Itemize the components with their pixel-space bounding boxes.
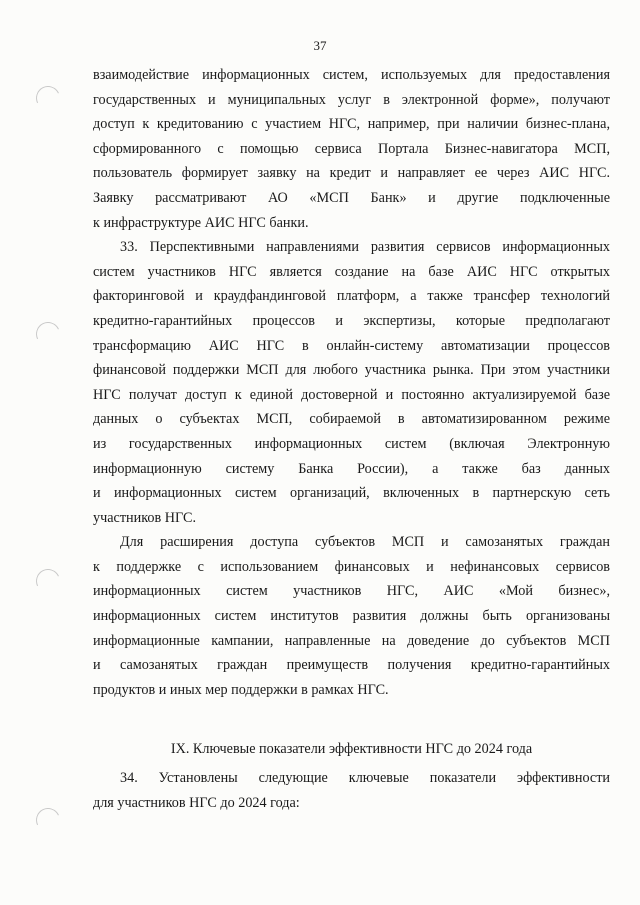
text-line: сформированного с помощью сервиса Портала Бизнес-навигатора МСП, (93, 140, 610, 157)
text-line: доступ к кредитованию с участием НГС, например, при наличии бизнес-плана, (93, 116, 610, 133)
text-line: НГС получат доступ к единой достоверной и постоянно актуализируемой базе (93, 386, 610, 403)
page-number: 37 (313, 38, 327, 53)
text-line: трансформацию АИС НГС в онлайн-систему автоматизации процессов (93, 337, 610, 354)
text-line: информационную систему Банка России), а также баз данных (93, 460, 610, 477)
text-line: 33. Перспективными направлениями развития сервисов информационных (120, 239, 610, 256)
text-line: к инфраструктуре АИС НГС банки. (93, 214, 309, 231)
text-line: Для расширения доступа субъектов МСП и самозанятых граждан (120, 534, 610, 551)
document-body (93, 63, 610, 815)
text-line: для участников НГС до 2024 года: (93, 794, 300, 811)
punch-hole-1 (33, 83, 64, 114)
text-line: взаимодействие информационных систем, используемых для предоставления (93, 67, 610, 83)
text-line: Заявку рассматривают АО «МСП Банк» и другие подключенные (93, 189, 610, 206)
text-line: пользователь формирует заявку на кредит и направляет ее через АИС НГС. (93, 165, 610, 182)
section-heading: IX. Ключевые показатели эффективности НГС до 2024 года (170, 741, 533, 758)
text-line: и информационных систем организаций, включенных в партнерскую сеть (93, 485, 610, 502)
text-line: продуктов и иных мер поддержки в рамках НГС. (93, 681, 389, 698)
paragraph-34 (93, 766, 610, 815)
text-line: кредитно-гарантийных процессов и экспертизы, которые предполагают (93, 312, 610, 329)
text-line: финансовой поддержки МСП для любого участника рынка. При этом участники (93, 362, 610, 379)
punch-hole-4 (33, 805, 64, 836)
text-line: участников НГС. (93, 509, 196, 526)
text-line: факторинговой и краудфандинговой платформ, а также трансфер технологий (93, 288, 610, 305)
text-line: данных о субъектах МСП, собираемой в автоматизированном режиме (93, 411, 610, 428)
text-line: систем участников НГС является создание на базе АИС НГС открытых (93, 263, 610, 280)
paragraph-1 (93, 63, 610, 235)
text-line: государственных и муниципальных услуг в электронной форме», получают (93, 91, 610, 108)
paragraph-33 (93, 235, 610, 530)
punch-hole-2 (33, 319, 64, 350)
text-line: информационных систем участников НГС, АИС «Мой бизнес», (93, 583, 610, 600)
text-line: 34. Установлены следующие ключевые показатели эффективности (120, 770, 610, 787)
paragraph-access-expansion (93, 530, 610, 702)
text-line: к поддержке с использованием финансовых и нефинансовых сервисов (93, 558, 610, 575)
text-line: информационных систем институтов развития должны быть организованы (93, 608, 610, 625)
text-line: и самозанятых граждан преимуществ получения кредитно-гарантийных (93, 657, 610, 674)
text-line: из государственных информационных систем (включая Электронную (93, 435, 610, 452)
text-line: информационные кампании, направленные на доведение до субъектов МСП (93, 632, 610, 649)
punch-hole-3 (33, 566, 64, 597)
